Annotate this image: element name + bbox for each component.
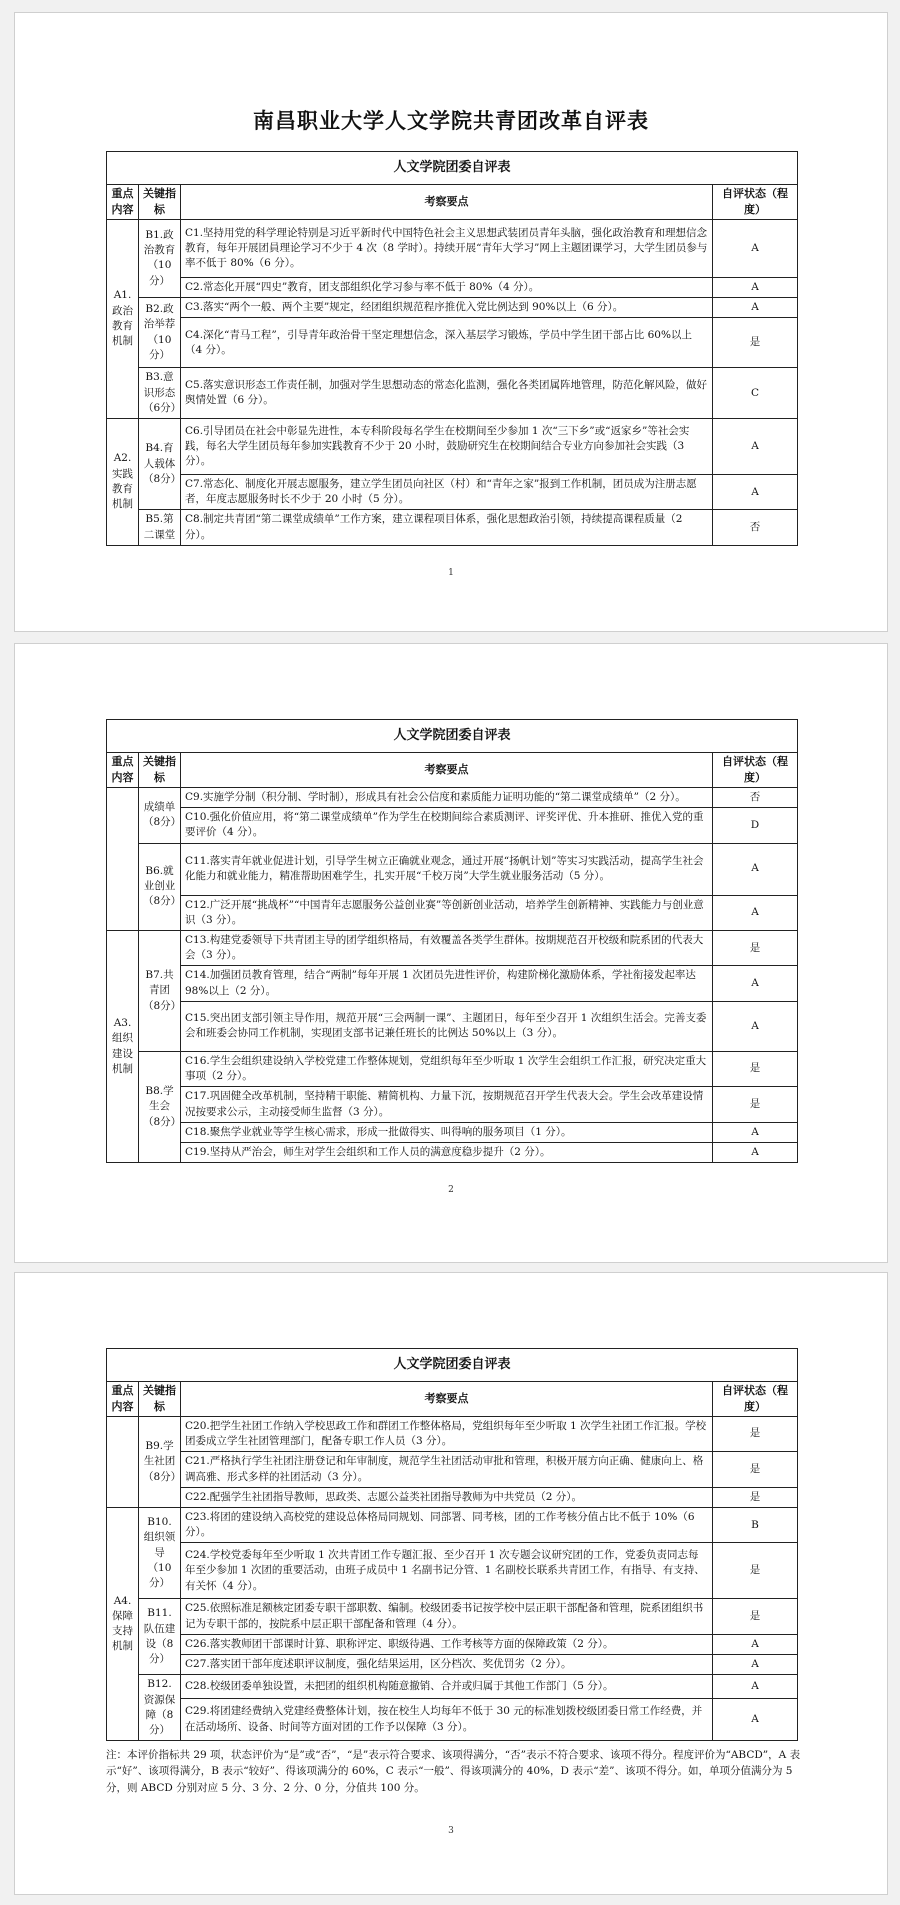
item-content: C16.学生会组织建设纳入学校党建工作整体规划，党组织每年至少听取 1 次学生会组织工作汇报，研究决定重大事项（2 分）。 [181,1051,713,1086]
header-content: 考察要点 [181,753,713,788]
item-content: C23.将团的建设纳入高校党的建设总体格局同规划、同部署、同考核，团的工作考核分值占比不低于 10%（6 分）。 [181,1507,713,1542]
item-status: 否 [713,787,798,807]
item-status: A [713,1675,798,1699]
document-title: 南昌职业大学人文学院共青团改革自评表 [253,109,649,133]
header-content: 考察要点 [181,185,713,220]
header-indicator: 关键指标 [139,753,181,788]
footnote: 注：本评价指标共 29 项，状态评价为“是”或“否”，“是”表示符合要求、该项得满分，“否”表示不符合要求、该项不得分。程度评价为“ABCD”，A 表示“好”、该项得满分，B 表示“较好”、得该项满分的 60%，C 表示“一般”、得该项满分的 40%，D 表示“差”、该项不得分。如，单项分值满分为 5 分，则 ABCD 分别对应 5 分、3 分、2 分、0 分，分值共 100 分。 [106,1749,801,1794]
item-content: C12.广泛开展“挑战杯”“中国青年志愿服务公益创业赛”等创新创业活动，培养学生创新精神、实践能力与创业意识（3 分）。 [181,895,713,930]
focus-cell: A1.政治教育机制 [107,219,139,418]
item-status: A [713,277,798,297]
item-status: B [713,1507,798,1542]
header-focus: 重点内容 [107,1382,139,1417]
table-caption: 人文学院团委自评表 [107,152,798,185]
header-status: 自评状态（程度） [713,185,798,220]
page-number: 1 [448,568,454,578]
document-page-1 [14,12,888,632]
item-content: C1.坚持用党的科学理论特别是习近平新时代中国特色社会主义思想武装团员青年头脑，强化政治教育和理想信念教育，每年开展团員理论学习不少于 4 次（8 学时）。持续开展“青年大学习”网上主题团课学习，大学生团员参与率不低于 80%（6 分）。 [181,219,713,277]
focus-cell: A3.组织建设机制 [107,930,139,1162]
header-focus: 重点内容 [107,753,139,788]
indicator-cell: B11.队伍建设（8分） [139,1599,181,1675]
item-status: 是 [713,1487,798,1507]
item-content: C25.依照标准足额核定团委专职干部职数、编制。校级团委书记按学校中层正职干部配备和管理，院系团组织书记为专职干部的，按院系中层正职干部配备和管理（4 分）。 [181,1599,713,1634]
item-status: 是 [713,1087,798,1122]
document-page-2 [14,643,888,1263]
page-number: 3 [448,1826,454,1836]
item-status: A [713,418,798,474]
item-content: C2.常态化开展“四史”教育，团支部组织化学习参与率不低于 80%（4 分）。 [181,277,713,297]
indicator-cell: B9.学生社团（8分） [139,1416,181,1507]
indicator-cell: B7.共青团（8分） [139,930,181,1051]
self-eval-table-1 [106,151,798,546]
item-status: A [713,1122,798,1142]
item-content: C6.引导团员在社会中彰显先进性，本专科阶段每名学生在校期间至少参加 1 次“三下乡”或“返家乡”等社会实践，每名大学生团员每年参加实践教育不少于 20 小时，鼓励研究生在校期间结合专业方向参加社会实践（3 分）。 [181,418,713,474]
item-content: C28.校级团委单独设置，未把团的组织机构随意撤销、合并或归属于其他工作部门（5 分）。 [181,1675,713,1699]
item-status: 是 [713,318,798,368]
document-page-3 [14,1272,888,1895]
item-status: A [713,966,798,1001]
item-content: C19.坚持从严治会，师生对学生会组织和工作人员的满意度稳步提升（2 分）。 [181,1142,713,1162]
item-status: A [713,298,798,318]
header-focus: 重点内容 [107,185,139,220]
table-caption: 人文学院团委自评表 [107,1349,798,1382]
item-content: C26.落实教师团干部课时计算、职称评定、职级待遇、工作考核等方面的保障政策（2 分）。 [181,1634,713,1654]
item-status: 否 [713,510,798,545]
focus-cell: A4.保障支持机制 [107,1507,139,1740]
focus-cell [107,1416,139,1507]
header-indicator: 关键指标 [139,1382,181,1417]
item-status: 是 [713,1416,798,1451]
indicator-cell: B1.政治教育（10分） [139,219,181,297]
item-content: C14.加强团员教育管理，结合“两制”每年开展 1 次团员先进性评价，构建阶梯化激励体系，学社衔接发起率达 98%以上（2 分）。 [181,966,713,1001]
header-status: 自评状态（程度） [713,1382,798,1417]
indicator-cell: B3.意识形态（6分） [139,368,181,419]
item-status: C [713,368,798,419]
indicator-cell: B10.组织领导（10分） [139,1507,181,1598]
item-content: C7.常态化、制度化开展志愿服务，建立学生团员向社区（村）和“青年之家”报到工作机制，团员成为注册志愿者，年度志愿服务时长不少于 20 小时（5 分）。 [181,474,713,509]
indicator-cell: B5.第二课堂 [139,510,181,545]
item-status: A [713,219,798,277]
header-indicator: 关键指标 [139,185,181,220]
item-content: C8.制定共青团“第二课堂成绩单”工作方案，建立课程项目体系，强化思想政治引领，持续提高课程质量（2 分）。 [181,510,713,545]
self-eval-table-3 [106,1348,798,1741]
item-content: C3.落实“两个一般、两个主要”规定，经团组织规范程序推优入党比例达到 90%以上（6 分）。 [181,298,713,318]
item-status: A [713,1634,798,1654]
item-content: C11.落实青年就业促进计划，引导学生树立正确就业观念，通过开展“扬帆计划”等实习实践活动，提高学生社会化能力和就业能力，精准帮助困难学生，扎实开展“千校万岗”大学生就业服务活动（5 分）。 [181,843,713,895]
item-status: D [713,808,798,843]
item-content: C15.突出团支部引领主导作用，规范开展“三会两制一课”、主题团日，每年至少召开 1 次组织生活会。完善支委会和班委会协同工作机制，实现团支部书记兼任班长的比例达 50%以上（3 分）。 [181,1001,713,1051]
item-content: C22.配强学生社团指导教师，思政类、志愿公益类社团指导教师为中共党员（2 分）。 [181,1487,713,1507]
item-content: C5.落实意识形态工作责任制，加强对学生思想动态的常态化监测，强化各类团属阵地管理，防范化解风险，做好舆情处置（6 分）。 [181,368,713,419]
indicator-cell: B4.育人载体（8分） [139,418,181,509]
page-number: 2 [448,1185,454,1195]
item-content: C10.强化价值应用，将“第二课堂成绩单”作为学生在校期间综合素质测评、评奖评优、升本推研、推优入党的重要评价（4 分）。 [181,808,713,843]
item-content: C27.落实团干部年度述职评议制度，强化结果运用，区分档次、奖优罚劣（2 分）。 [181,1655,713,1675]
item-content: C9.实施学分制（积分制、学时制），形成具有社会公信度和素质能力证明功能的“第二课堂成绩单”（2 分）。 [181,787,713,807]
item-status: 是 [713,1051,798,1086]
item-content: C24.学校党委每年至少听取 1 次共青团工作专题汇报、至少召开 1 次专题会议研究团的工作，党委负责同志每年至少参加 1 次团的重要活动，由班子成员中 1 名副书记分管、1 名副校长联系共青团工作，有指导、有支持、有关怀（4 分）。 [181,1543,713,1599]
item-status: A [713,1699,798,1741]
item-status: 是 [713,1599,798,1634]
indicator-cell: 成绩单（8分） [139,787,181,843]
item-status: A [713,1142,798,1162]
item-status: A [713,1655,798,1675]
indicator-cell: B2.政治举荐（10分） [139,298,181,368]
item-status: 是 [713,930,798,965]
item-content: C21.严格执行学生社团注册登记和年审制度，规范学生社团活动审批和管理，积极开展方向正确、健康向上、格调高雅、形式多样的社团活动（3 分）。 [181,1452,713,1487]
item-status: A [713,1001,798,1051]
item-content: C18.聚焦学业就业等学生核心需求，形成一批做得实、叫得响的服务项目（1 分）。 [181,1122,713,1142]
self-eval-table-2 [106,719,798,1163]
header-status: 自评状态（程度） [713,753,798,788]
item-status: A [713,895,798,930]
item-content: C4.深化“青马工程”，引导青年政治骨干坚定理想信念，深入基层学习锻炼，学员中学生团干部占比 60%以上（4 分）。 [181,318,713,368]
item-content: C29.将团建经费纳入党建经费整体计划，按在校生人均每年不低于 30 元的标准划拨校级团委日常工作经费，并在活动场所、设备、时间等方面对团的工作予以保障（3 分）。 [181,1699,713,1741]
item-content: C13.构建党委领导下共青团主导的团学组织格局，有效覆盖各类学生群体。按期规范召开校级和院系团的代表大会（3 分）。 [181,930,713,965]
item-status: A [713,843,798,895]
item-status: A [713,474,798,509]
indicator-cell: B6.就业创业（8分） [139,843,181,930]
focus-cell [107,787,139,930]
item-status: 是 [713,1452,798,1487]
item-content: C20.把学生社团工作纳入学校思政工作和群团工作整体格局，党组织每年至少听取 1 次学生社团工作汇报。学校团委成立学生社团管理部门，配备专职工作人员（3 分）。 [181,1416,713,1451]
indicator-cell: B8.学生会（8分） [139,1051,181,1162]
item-status: 是 [713,1543,798,1599]
item-content: C17.巩固健全改革机制，坚持精干职能、精简机构、力量下沉，按期规范召开学生代表大会。学生会改革建设情况按要求公示，主动接受师生监督（3 分）。 [181,1087,713,1122]
table-caption: 人文学院团委自评表 [107,720,798,753]
focus-cell: A2.实践教育机制 [107,418,139,545]
header-content: 考察要点 [181,1382,713,1417]
indicator-cell: B12.资源保障（8分） [139,1675,181,1741]
